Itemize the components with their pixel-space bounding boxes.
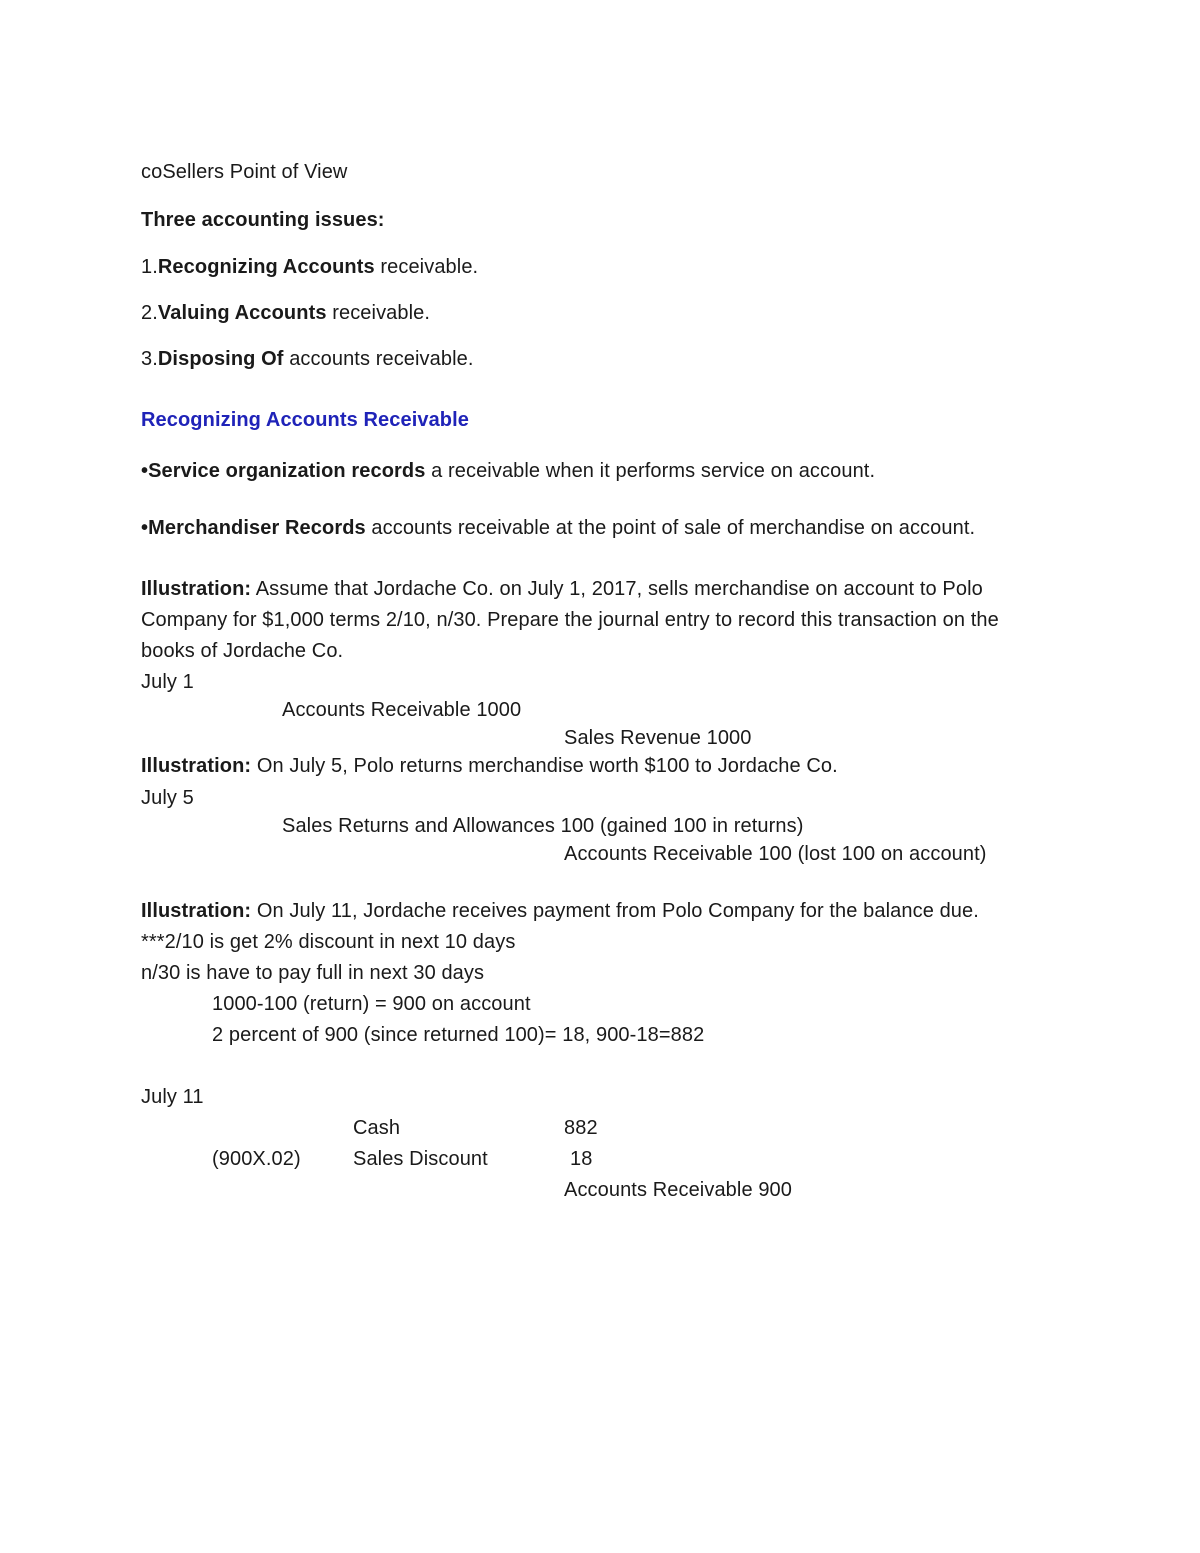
entry-2-date: July 5 xyxy=(141,787,194,809)
illustration-text: On July 5, Polo returns merchandise worth $100 to Jordache Co. xyxy=(251,755,838,777)
entry-3-discount-label: Sales Discount xyxy=(353,1148,488,1170)
bullet-bold: •Service organization records xyxy=(141,460,426,482)
entry-3-credit: Accounts Receivable 900 xyxy=(564,1179,792,1201)
bullet-bold: •Merchandiser Records xyxy=(141,517,366,539)
bullet-item-2 xyxy=(141,516,975,540)
illustration-3 xyxy=(141,899,979,923)
illustration-1-line-1 xyxy=(141,577,983,601)
note-discount-terms: ***2/10 is get 2% discount in next 10 days xyxy=(141,931,516,953)
issue-rest: receivable. xyxy=(326,302,431,324)
issue-item-2 xyxy=(141,301,430,325)
illustration-label: Illustration: xyxy=(141,755,252,777)
entry-2-credit: Accounts Receivable 100 (lost 100 on account) xyxy=(564,843,987,865)
entry-1-credit: Sales Revenue 1000 xyxy=(564,727,752,749)
issue-number: 3. xyxy=(141,348,158,370)
issue-item-3 xyxy=(141,347,474,371)
issue-rest: receivable. xyxy=(374,256,479,278)
issue-bold: Valuing Accounts xyxy=(157,302,327,324)
illustration-text: On July 11, Jordache receives payment from Polo Company for the balance due. xyxy=(251,900,979,922)
entry-1-debit: Accounts Receivable 1000 xyxy=(282,699,522,721)
illustration-2 xyxy=(141,754,838,778)
illustration-1-line-2: Company for $1,000 terms 2/10, n/30. Prepare the journal entry to record this transaction on the xyxy=(141,609,999,631)
issue-number: 2. xyxy=(141,302,158,324)
issue-bold: Recognizing Accounts xyxy=(157,256,375,278)
note-calc-discount: 2 percent of 900 (since returned 100)= 18, 900-18=882 xyxy=(212,1024,705,1046)
entry-2-debit: Sales Returns and Allowances 100 (gained 100 in returns) xyxy=(282,815,804,837)
illustration-label: Illustration: xyxy=(141,900,252,922)
illustration-1-line-3: books of Jordache Co. xyxy=(141,640,344,662)
section-heading: Recognizing Accounts Receivable xyxy=(141,409,469,431)
entry-1-date: July 1 xyxy=(141,671,194,693)
issue-bold: Disposing Of xyxy=(157,348,284,370)
illustration-label: Illustration: xyxy=(141,578,252,600)
bullet-rest: a receivable when it performs service on account. xyxy=(425,460,876,482)
entry-3-discount-amount: 18 xyxy=(570,1148,593,1170)
issue-item-1 xyxy=(141,255,478,279)
bullet-rest: accounts receivable at the point of sale of merchandise on account. xyxy=(365,517,976,539)
issue-rest: accounts receivable. xyxy=(283,348,474,370)
entry-3-cash-amount: 882 xyxy=(564,1117,598,1139)
entry-3-date: July 11 xyxy=(141,1086,204,1108)
entry-3-calc: (900X.02) xyxy=(212,1148,301,1170)
note-calc-balance: 1000-100 (return) = 900 on account xyxy=(212,993,531,1015)
document-title: coSellers Point of View xyxy=(141,161,348,183)
note-net-terms: n/30 is have to pay full in next 30 days xyxy=(141,962,485,984)
issue-number: 1. xyxy=(141,256,158,278)
illustration-text: Assume that Jordache Co. on July 1, 2017, sells merchandise on account to Polo xyxy=(251,578,983,600)
bullet-item-1 xyxy=(141,459,875,483)
entry-3-cash-label: Cash xyxy=(353,1117,401,1139)
issues-heading: Three accounting issues: xyxy=(141,209,385,231)
